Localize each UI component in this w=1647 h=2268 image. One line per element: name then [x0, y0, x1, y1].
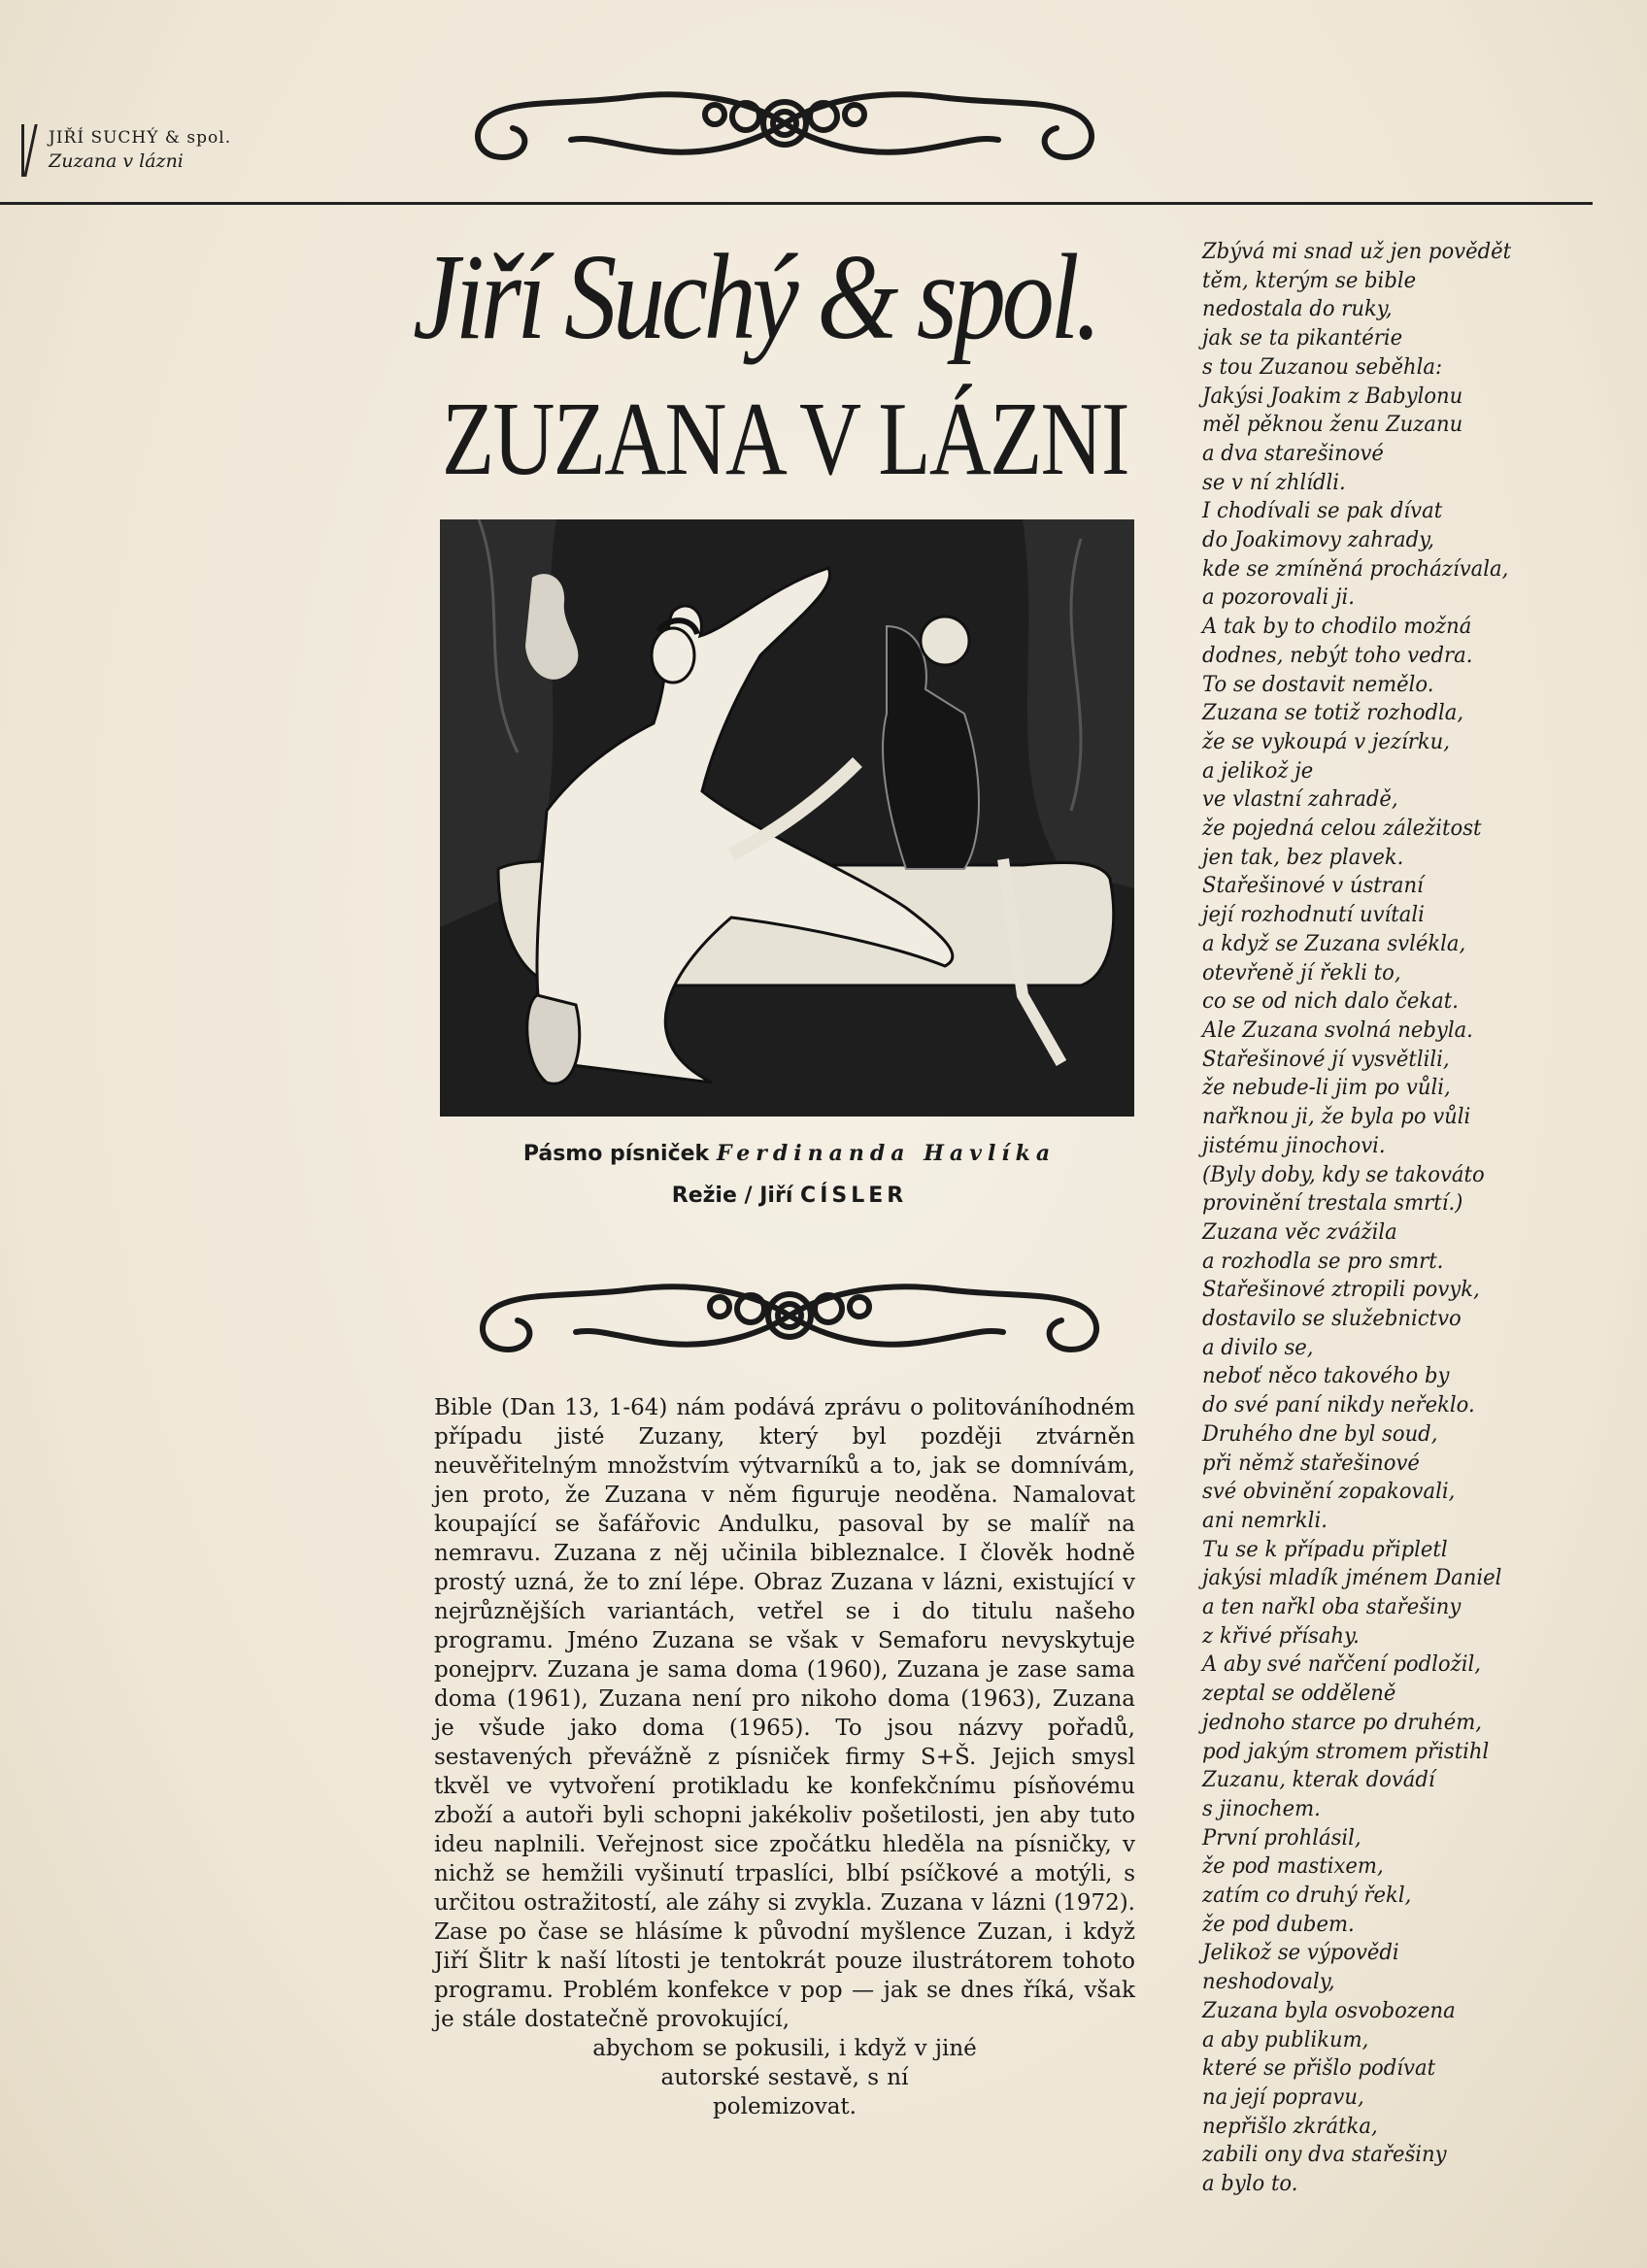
header-rule — [0, 202, 1593, 205]
credit-direction-name: CÍSLER — [800, 1184, 908, 1208]
verse-line: dodnes, nebýt toho vedra. — [1202, 643, 1473, 668]
verse-line: Zbývá mi snad už jen povědět — [1202, 240, 1512, 264]
article-tail-line-1: abychom se pokusili, i když v jiné — [592, 2036, 977, 2061]
verse-line: otevřeně jí řekli to, — [1202, 960, 1401, 985]
verse-line: z křivé přísahy. — [1202, 1623, 1360, 1649]
verse-line: své obvinění zopakovali, — [1202, 1480, 1456, 1505]
verse-line: ani nemrkli. — [1202, 1508, 1328, 1533]
verse-line: provinění trestala smrtí.) — [1202, 1191, 1463, 1217]
verse-line: jistému jinochovi. — [1202, 1133, 1386, 1158]
running-head-title: Zuzana v lázni — [49, 150, 184, 172]
flourish-ornament-top — [454, 60, 1115, 186]
verse-line: se v ní zhlídli. — [1202, 470, 1346, 495]
verse-line: A tak by to chodilo možná — [1202, 615, 1472, 640]
verse-line: To se dostavit nemělo. — [1202, 672, 1434, 697]
verse-line: a jelikož je — [1202, 758, 1314, 784]
verse-line: její rozhodnutí uvítali — [1202, 903, 1425, 928]
verse-line: a divilo se, — [1202, 1335, 1314, 1360]
verse-line: neboť něco takového by — [1202, 1364, 1450, 1389]
verse-line: První prohlásil, — [1202, 1825, 1361, 1851]
credit-music-name: Ferdinanda Havlíka — [716, 1141, 1057, 1166]
verse-line: Zuzana věc zvážila — [1202, 1219, 1397, 1245]
susanna-bath-illustration — [440, 519, 1134, 1117]
article-tail-line-2: autorské sestavě, s ní — [660, 2065, 909, 2090]
verse-line: co se od nich dalo čekat. — [1202, 989, 1459, 1015]
credit-direction — [440, 1184, 1139, 1208]
verse-line: s tou Zuzanou seběhla: — [1202, 354, 1443, 380]
verse-line: a ten nařkl oba stařešiny — [1202, 1595, 1462, 1620]
article-body — [434, 1393, 1135, 2121]
verse-line: a pozorovali ji. — [1202, 585, 1355, 611]
verse-line: A aby své nařčení podložil, — [1202, 1652, 1481, 1678]
running-head — [49, 126, 231, 173]
verse-line: při němž stařešinové — [1202, 1451, 1420, 1476]
verse-line: do Joakimovy zahrady, — [1202, 528, 1434, 553]
credit-direction-prefix: Režie / Jiří — [671, 1184, 793, 1208]
article-paragraph: Bible (Dan 13, 1-64) nám podává zprávu o politováníhodném případu jisté Zuzany, který byl později ztvárněn neuvěřitelným množstvím výtvarníků a to, jak se domnívám, jen proto, že Zuzana v něm figuruje neoděna. Namalovat koupající se šafářovic Andulku, pasoval by se malíř na nemravu. Zuzana z něj učinila bibleznalce. I člověk hodně prostý uzná, že to zní lépe. Obraz Zuzana v lázni, existující v nejrůznějších variantách, vetřel se i do titulu našeho programu. Jméno Zuzana se však v Semaforu nevyskytuje ponejprv. Zuzana je sama doma (1960), Zuzana je zase sama doma (1961), Zuzana není pro nikoho doma (1963), Zuzana je všude jako doma (1965). To jsou názvy pořadů, sestavených převážně z písniček firmy S+Š. Jejich smysl tkvěl ve vytvoření protikladu ke konfekčnímu písňovému zboží a autoři byli schopni jakékoliv pošetilosti, jen aby tuto ideu naplnili. Veřejnost sice zpočátku hleděla na písničky, v nichž se hemžili vyšinutí trpaslíci, blbí psíčkové a motýli, s určitou ostražitostí, ale záhy si zvykla. Zuzana v lázni (1972). Zase po čase se hlásíme k původní myšlence Zuzan, i když Jiří Šlitr k naší lítosti je tentokrát pouze ilustrátorem tohoto programu. Problém konfekce v pop — jak se dnes říká, však je stále dostatečně provokující, — [434, 1395, 1135, 2032]
running-head-author: JIŘÍ SUCHÝ & spol. — [49, 128, 232, 148]
verse-line: Zuzana byla osvobozena — [1202, 1998, 1456, 2023]
verse-line: zeptal se odděleně — [1202, 1682, 1396, 1707]
page-edge-mark — [0, 124, 24, 177]
verse-line: těm, kterým se bible — [1202, 268, 1417, 293]
verse-line: že se vykoupá v jezírku, — [1202, 729, 1450, 754]
verse-line: kde se zmíněná procházívala, — [1202, 556, 1509, 582]
verse-line: že pod mastixem, — [1202, 1854, 1384, 1880]
verse-line: Zuzana se totiž rozhodla, — [1202, 701, 1464, 726]
verse-line: jakýsi mladík jménem Daniel — [1202, 1566, 1502, 1591]
verse-line: zabili ony dva stařešiny — [1202, 2143, 1447, 2168]
verse-line: a aby publikum, — [1202, 2027, 1369, 2052]
verse-line: a dva starešinové — [1202, 441, 1384, 466]
verse-line: s jinochem. — [1202, 1796, 1321, 1821]
verse-line: Stařešinové v ústraní — [1202, 874, 1424, 899]
verse-line: nařknou ji, že byla po vůli — [1202, 1105, 1471, 1130]
verse-line: zatím co druhý řekl, — [1202, 1884, 1412, 1909]
verse-line: (Byly doby, kdy se takováto — [1202, 1162, 1485, 1187]
title-author: Jiří Suchý & spol. — [413, 230, 1098, 365]
title-show: ZUZANA V LÁZNI — [442, 382, 1128, 497]
verse-line: měl pěknou ženu Zuzanu — [1202, 413, 1463, 438]
verse-line: nepřišlo zkrátka, — [1202, 2114, 1378, 2139]
verse-line: pod jakým stromem přistihl — [1202, 1739, 1490, 1764]
verse-line: Ale Zuzana svolná nebyla. — [1202, 1017, 1473, 1043]
credit-music-prefix: Pásmo písniček — [522, 1142, 710, 1166]
verse-line: jak se ta pikantérie — [1202, 326, 1403, 351]
verse-line: neshodovaly, — [1202, 1970, 1335, 1995]
verse-line: na její popravu, — [1202, 2085, 1364, 2110]
flourish-ornament-middle — [454, 1252, 1125, 1379]
verse-line: Zuzanu, kterak dovádí — [1202, 1768, 1435, 1793]
verse-line: které se přišlo podívat — [1202, 2056, 1436, 2082]
verse-line: že nebude-li jim po vůli, — [1202, 1076, 1451, 1101]
verse-line: Stařešinové ztropili povyk, — [1202, 1278, 1480, 1303]
verse-line: že pojedná celou záležitost — [1202, 817, 1482, 842]
verse-line: a rozhodla se pro smrt. — [1202, 1249, 1444, 1274]
verse-line: Druhého dne byl soud, — [1202, 1421, 1438, 1447]
article-tail-line-3: polemizovat. — [713, 2094, 857, 2119]
verse-line: ve vlastní zahradě, — [1202, 787, 1398, 813]
verse-line: Tu se k případu připletl — [1202, 1537, 1448, 1562]
verse-line: jednoho starce po druhém, — [1202, 1710, 1482, 1735]
credit-music — [440, 1141, 1139, 1166]
verse-line: Stařešinové jí vysvětlili, — [1202, 1047, 1450, 1072]
verse-line: a bylo to. — [1202, 2172, 1298, 2197]
verse-line: Jakýsi Joakim z Babylonu — [1202, 384, 1463, 409]
verse-line: že pod dubem. — [1202, 1912, 1355, 1937]
verse-line: nedostala do ruky, — [1202, 297, 1393, 322]
verse-line: a když se Zuzana svlékla, — [1202, 931, 1466, 956]
verse-line: dostavilo se služebnictvo — [1202, 1307, 1462, 1332]
verse-line: jen tak, bez plavek. — [1202, 845, 1404, 870]
verse-line: do své paní nikdy neřeklo. — [1202, 1393, 1475, 1418]
verse-line: I chodívali se pak dívat — [1202, 499, 1443, 524]
verse-line: Jelikož se výpovědi — [1202, 1941, 1399, 1966]
verse-column — [1202, 238, 1612, 2199]
